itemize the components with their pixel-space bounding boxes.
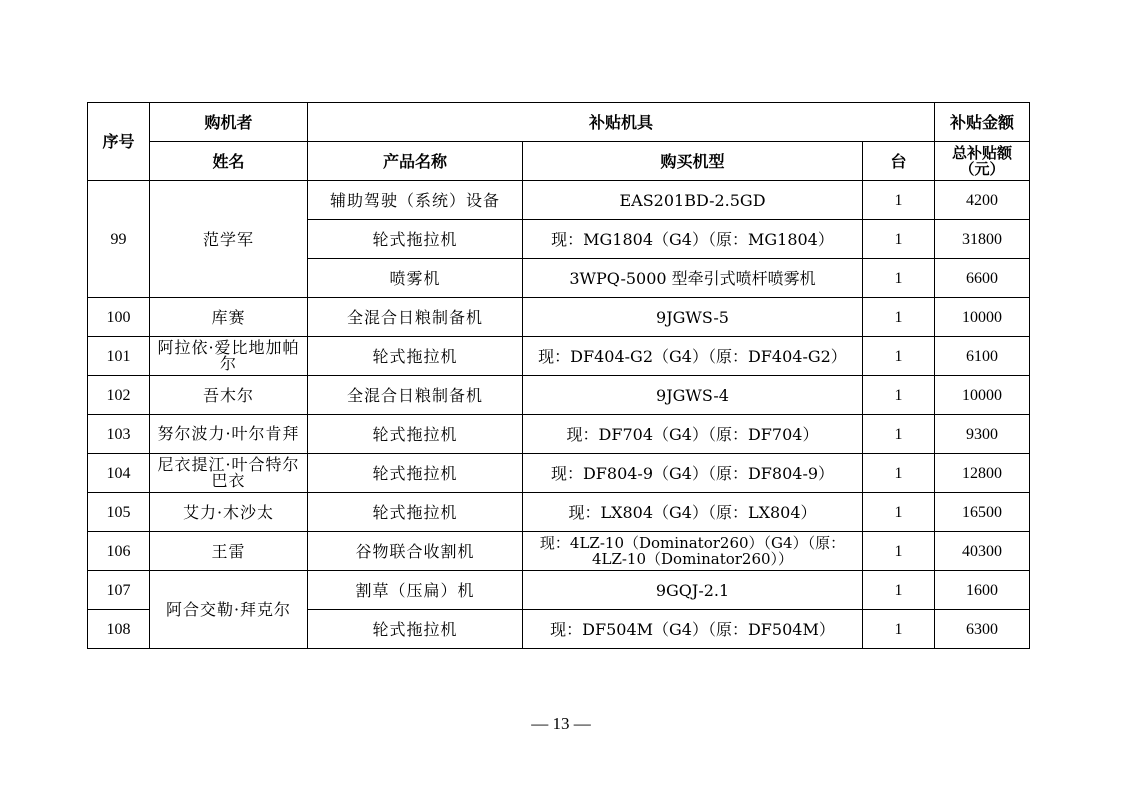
row-qty: 1 xyxy=(863,493,935,532)
row-amount: 10000 xyxy=(935,376,1030,415)
header-row-1 xyxy=(88,103,1030,142)
header-total: 总补贴额（元） xyxy=(935,142,1030,181)
header-seq: 序号 xyxy=(88,103,150,181)
row-qty: 1 xyxy=(863,298,935,337)
row-qty: 1 xyxy=(863,532,935,571)
row-product: 轮式拖拉机 xyxy=(308,220,523,259)
row-product: 轮式拖拉机 xyxy=(308,337,523,376)
row-model: 现：DF404-G2（G4）（原：DF404-G2） xyxy=(523,337,863,376)
table-row xyxy=(88,454,1030,493)
row-qty: 1 xyxy=(863,376,935,415)
row-buyer-name: 艾力·木沙太 xyxy=(150,493,308,532)
row-amount: 6100 xyxy=(935,337,1030,376)
header-machine: 补贴机具 xyxy=(308,103,935,142)
header-name: 姓名 xyxy=(150,142,308,181)
row-seq: 102 xyxy=(88,376,150,415)
row-amount: 16500 xyxy=(935,493,1030,532)
table-row xyxy=(88,532,1030,571)
row-seq: 107 xyxy=(88,571,150,610)
row-amount: 10000 xyxy=(935,298,1030,337)
row-amount: 31800 xyxy=(935,220,1030,259)
row-seq: 104 xyxy=(88,454,150,493)
row-buyer-name: 吾木尔 xyxy=(150,376,308,415)
table-row xyxy=(88,415,1030,454)
header-model: 购买机型 xyxy=(523,142,863,181)
row-model: 9JGWS-5 xyxy=(523,298,863,337)
row-model: 9GQJ-2.1 xyxy=(523,571,863,610)
row-seq: 105 xyxy=(88,493,150,532)
row-model: 现：DF504M（G4）（原：DF504M） xyxy=(523,610,863,649)
row-model: 3WPQ-5000 型牵引式喷杆喷雾机 xyxy=(523,259,863,298)
row-product: 轮式拖拉机 xyxy=(308,610,523,649)
row-buyer-name: 库赛 xyxy=(150,298,308,337)
row-amount: 40300 xyxy=(935,532,1030,571)
row-buyer-name: 尼衣提江·叶合特尔巴衣 xyxy=(150,454,308,493)
row-model: EAS201BD-2.5GD xyxy=(523,181,863,220)
row-product: 割草（压扁）机 xyxy=(308,571,523,610)
row-model: 现：4LZ-10（Dominator260）（G4）（原：4LZ-10（Dominator260）） xyxy=(523,532,863,571)
row-model: 现：LX804（G4）（原：LX804） xyxy=(523,493,863,532)
row-buyer-name: 范学军 xyxy=(150,181,308,298)
row-buyer-name: 阿拉依·爱比地加帕尔 xyxy=(150,337,308,376)
row-buyer-name: 阿合交勒·拜克尔 xyxy=(150,571,308,649)
subsidy-table xyxy=(87,102,1030,649)
row-seq: 99 xyxy=(88,181,150,298)
table-row xyxy=(88,337,1030,376)
row-amount: 12800 xyxy=(935,454,1030,493)
row-seq: 106 xyxy=(88,532,150,571)
table-row xyxy=(88,181,1030,220)
row-buyer-name: 王雷 xyxy=(150,532,308,571)
row-seq: 101 xyxy=(88,337,150,376)
row-buyer-name: 努尔波力·叶尔肯拜 xyxy=(150,415,308,454)
row-product: 轮式拖拉机 xyxy=(308,454,523,493)
row-qty: 1 xyxy=(863,220,935,259)
header-qty: 台 xyxy=(863,142,935,181)
row-amount: 9300 xyxy=(935,415,1030,454)
row-amount: 1600 xyxy=(935,571,1030,610)
row-product: 全混合日粮制备机 xyxy=(308,298,523,337)
row-model: 9JGWS-4 xyxy=(523,376,863,415)
row-qty: 1 xyxy=(863,454,935,493)
row-qty: 1 xyxy=(863,181,935,220)
table-row xyxy=(88,571,1030,610)
row-qty: 1 xyxy=(863,571,935,610)
row-product: 辅助驾驶（系统）设备 xyxy=(308,181,523,220)
row-product: 轮式拖拉机 xyxy=(308,493,523,532)
header-product: 产品名称 xyxy=(308,142,523,181)
header-amount: 补贴金额 xyxy=(935,103,1030,142)
row-product: 谷物联合收割机 xyxy=(308,532,523,571)
table-row xyxy=(88,376,1030,415)
row-product: 轮式拖拉机 xyxy=(308,415,523,454)
row-amount: 6300 xyxy=(935,610,1030,649)
row-qty: 1 xyxy=(863,337,935,376)
row-amount: 4200 xyxy=(935,181,1030,220)
table-row xyxy=(88,493,1030,532)
row-product: 全混合日粮制备机 xyxy=(308,376,523,415)
header-buyer: 购机者 xyxy=(150,103,308,142)
row-qty: 1 xyxy=(863,610,935,649)
row-qty: 1 xyxy=(863,415,935,454)
row-model: 现：MG1804（G4）（原：MG1804） xyxy=(523,220,863,259)
header-row-2 xyxy=(88,142,1030,181)
row-seq: 103 xyxy=(88,415,150,454)
row-seq: 108 xyxy=(88,610,150,649)
row-model: 现：DF704（G4）（原：DF704） xyxy=(523,415,863,454)
table-row xyxy=(88,298,1030,337)
row-model: 现：DF804-9（G4）（原：DF804-9） xyxy=(523,454,863,493)
row-qty: 1 xyxy=(863,259,935,298)
page-number: — 13 — xyxy=(531,714,591,733)
row-amount: 6600 xyxy=(935,259,1030,298)
row-seq: 100 xyxy=(88,298,150,337)
row-product: 喷雾机 xyxy=(308,259,523,298)
